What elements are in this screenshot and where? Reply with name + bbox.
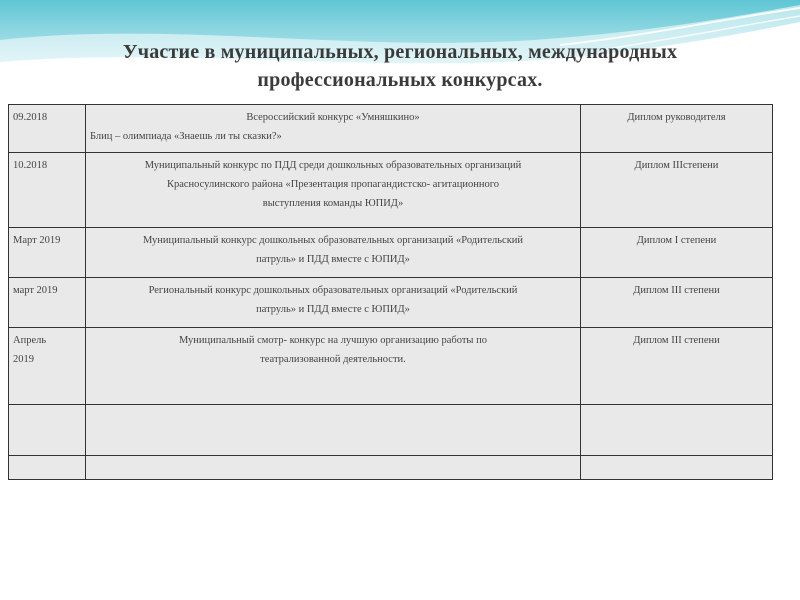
table-row [9,228,773,278]
result-cell: Диплом I степени [581,228,773,278]
date-cell: Март 2019 [9,228,86,278]
event-cell [86,153,581,228]
date-cell: 09.2018 [9,105,86,153]
awards-table [8,104,773,480]
event-line: выступления команды ЮПИД» [262,198,404,209]
event-cell [86,278,581,328]
event-cell [86,328,581,405]
date-cell [9,405,86,456]
date-cell: март 2019 [9,278,86,328]
result-cell: Диплом руководителя [581,105,773,153]
slide-title-line2: профессиональных конкурсах. [257,69,543,91]
table-row-empty [9,456,773,480]
slide-title [0,38,800,94]
event-line: патруль» и ПДД вместе с ЮПИД» [256,254,410,265]
event-line: Всероссийский конкурс «Умняшкино» [246,112,420,123]
event-line: Блиц – олимпиада «Знаешь ли ты сказки?» [90,131,282,142]
event-cell [86,405,581,456]
event-line: Муниципальный смотр- конкурс на лучшую организацию работы по [178,335,487,346]
table-row-empty [9,405,773,456]
result-cell: Диплом III степени [581,278,773,328]
date-cell [9,328,86,405]
event-line: Муниципальный конкурс по ПДД среди дошкольных образовательных организаций [144,160,522,171]
result-cell: Диплом IIIстепени [581,153,773,228]
date-cell: 10.2018 [9,153,86,228]
date-line: 2019 [13,354,34,365]
table-row [9,328,773,405]
slide-title-line1: Участие в муниципальных, региональных, международных [122,41,678,63]
result-cell: Диплом III степени [581,328,773,405]
date-cell [9,456,86,480]
event-line: театрализованной деятельности. [260,354,406,365]
event-line: Муниципальный конкурс дошкольных образовательных организаций «Родительский [142,235,524,246]
event-line: Региональный конкурс дошкольных образовательных организаций «Родительский [148,285,518,296]
event-cell [86,105,581,153]
result-cell [581,405,773,456]
table-row [9,105,773,153]
event-cell [86,228,581,278]
event-line: Красносулинского района «Презентация пропагандистско- агитационного [166,179,500,190]
table-row [9,153,773,228]
event-cell [86,456,581,480]
event-line: патруль» и ПДД вместе с ЮПИД» [256,304,410,315]
date-line: Апрель [13,335,47,346]
result-cell [581,456,773,480]
table-row [9,278,773,328]
